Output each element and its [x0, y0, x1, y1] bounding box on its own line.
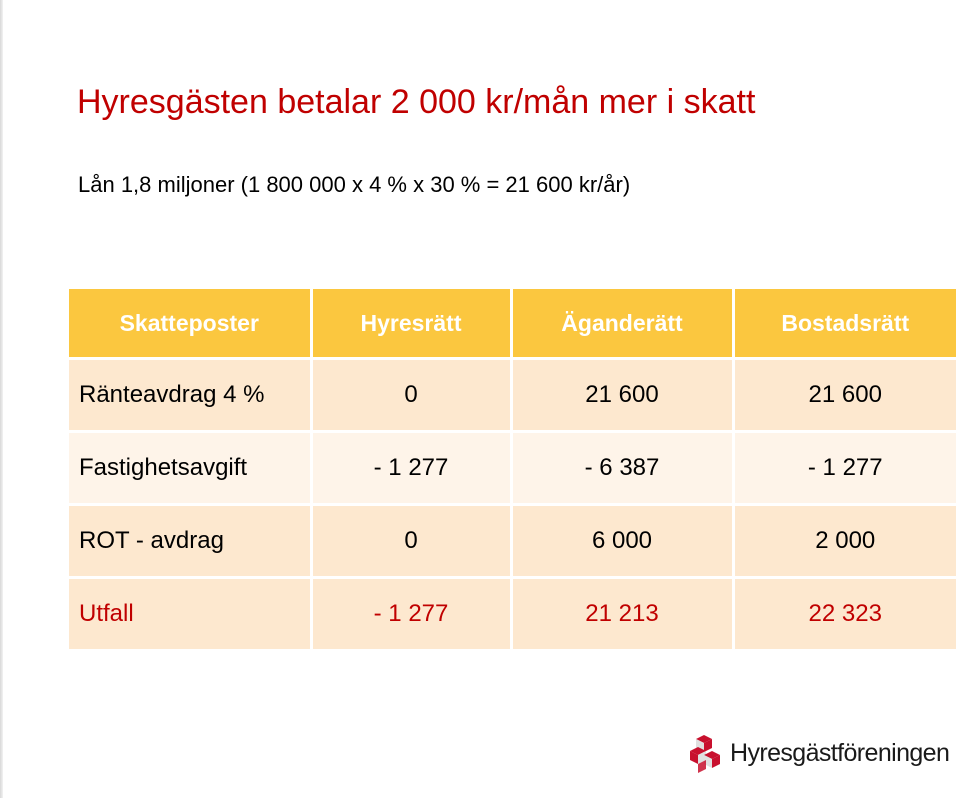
slide-title: Hyresgästen betalar 2 000 kr/mån mer i skatt	[77, 83, 756, 121]
row-label: ROT - avdrag	[69, 505, 311, 578]
table-row	[69, 432, 956, 505]
cell-aganderatt: 21 213	[511, 578, 733, 650]
hyresgastforeningen-logo-icon	[688, 733, 724, 773]
slide-subtitle: Lån 1,8 miljoner (1 800 000 x 4 % x 30 % = 21 600 kr/år)	[78, 172, 631, 197]
cell-aganderatt: 21 600	[511, 359, 733, 432]
table-row-total	[69, 578, 956, 650]
cell-hyresratt: - 1 277	[311, 578, 511, 650]
table-row	[69, 359, 956, 432]
cell-aganderatt: - 6 387	[511, 432, 733, 505]
cell-aganderatt: 6 000	[511, 505, 733, 578]
table-row	[69, 505, 956, 578]
hyresgastforeningen-logo	[688, 733, 949, 773]
cell-bostadsratt: - 1 277	[733, 432, 956, 505]
row-label: Fastighetsavgift	[69, 432, 311, 505]
tax-comparison-table	[69, 289, 956, 649]
cell-hyresratt: - 1 277	[311, 432, 511, 505]
header-bostadsratt: Bostadsrätt	[733, 289, 956, 359]
header-skatteposter: Skatteposter	[69, 289, 311, 359]
cell-hyresratt: 0	[311, 359, 511, 432]
row-label: Ränteavdrag 4 %	[69, 359, 311, 432]
row-label: Utfall	[69, 578, 311, 650]
logo-text: Hyresgästföreningen	[730, 738, 950, 767]
header-hyresratt: Hyresrätt	[311, 289, 511, 359]
slide-left-edge	[0, 0, 3, 798]
cell-bostadsratt: 2 000	[733, 505, 956, 578]
cell-hyresratt: 0	[311, 505, 511, 578]
table-header-row	[69, 289, 956, 359]
header-aganderatt: Äganderätt	[511, 289, 733, 359]
cell-bostadsratt: 22 323	[733, 578, 956, 650]
cell-bostadsratt: 21 600	[733, 359, 956, 432]
